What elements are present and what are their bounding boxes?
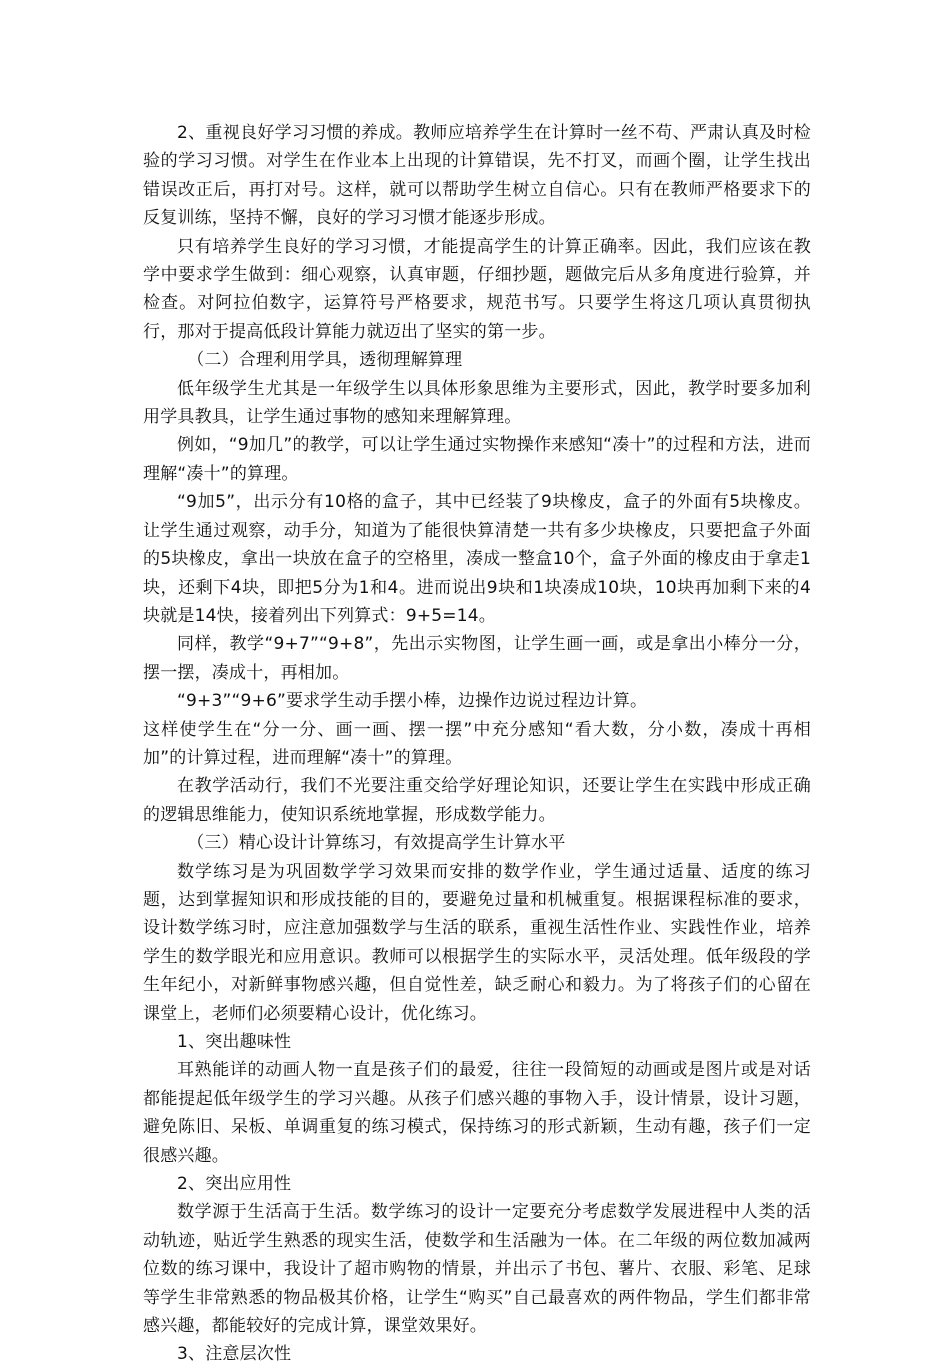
paragraph: 数学练习是为巩固数学学习效果而安排的数学作业，学生通过适量、适度的练习题，达到掌握知识和形成技能的目的，要避免过量和机械重复。根据课程标准的要求，设计数学练习时，应注意加强数学与生活的联系，重视生活性作业、实践性作业，培养学生的数学眼光和应用意识。教师可以根据学生的实际水平，灵活处理。低年级段的学生年纪小，对新鲜事物感兴趣，但自觉性差，缺乏耐心和毅力。为了将孩子们的心留在课堂上，老师们必须要精心设计，优化练习。 [143,861,811,1024]
paragraph: 同样，教学“9+7”“9+8”，先出示实物图，让学生画一画，或是拿出小棒分一分，摆一摆，凑成十，再相加。 [143,634,811,683]
paragraph: 耳熟能详的动画人物一直是孩子们的最爱，往往一段简短的动画或是图片或是对话都能提起低年级学生的学习兴趣。从孩子们感兴趣的事物入手，设计情景，设计习题，避免陈旧、呆板、单调重复的练习模式，保持练习的形式新颖，生动有趣，孩子们一定很感兴趣。 [143,1060,811,1166]
subheading: 1、突出趣味性 [177,1032,292,1052]
section-heading: （三）精心设计计算练习，有效提高学生计算水平 [187,833,566,854]
subheading: 3、注意层次性 [177,1344,292,1365]
paragraph: 只有培养学生良好的学习习惯，才能提高学生的计算正确率。因此，我们应该在教学中要求学生做到：细心观察，认真审题，仔细抄题，题做完后从多角度进行验算，并检查。对阿拉伯数字，运算符号严格要求，规范书写。只要学生将这几项认真贯彻执行，那对于提高低段计算能力就迈出了坚实的第一步。 [143,236,811,342]
paragraph: 在教学活动行，我们不光要注重交给学好理论知识，还要让学生在实践中形成正确的逻辑思维能力，使知识系统地掌握，形成数学能力。 [143,776,811,825]
document-body [143,119,811,1369]
paragraph: 这样使学生在“分一分、画一画、摆一摆”中充分感知“看大数，分小数，凑成十再相加”的计算过程，进而理解“凑十”的算理。 [143,719,811,768]
subheading: 2、突出应用性 [177,1174,292,1195]
paragraph: 2、重视良好学习习惯的养成。教师应培养学生在计算时一丝不苟、严肃认真及时检验的学习习惯。对学生在作业本上出现的计算错误，先不打叉，而画个圈，让学生找出错误改正后，再打对号。这样，就可以帮助学生树立自信心。只有在教师严格要求下的反复训练，坚持不懈，良好的学习习惯才能逐步形成。 [143,123,811,229]
paragraph: 例如，“9加几”的教学，可以让学生通过实物操作来感知“凑十”的过程和方法，进而理解“凑十”的算理。 [143,435,811,484]
paragraph: “9+3”“9+6”要求学生动手摆小棒，边操作边说过程边计算。 [177,691,648,712]
section-heading: （二）合理利用学具，透彻理解算理 [187,350,463,371]
paragraph: 低年级学生尤其是一年级学生以具体形象思维为主要形式，因此，教学时要多加利用学具教具，让学生通过事物的感知来理解算理。 [143,378,811,428]
paragraph: “9加5”，出示分有10格的盒子，其中已经装了9块橡皮，盒子的外面有5块橡皮。让学生通过观察，动手分，知道为了能很快算清楚一共有多少块橡皮，只要把盒子外面的5块橡皮，拿出一块放在盒子的空格里，凑成一整盒10个，盒子外面的橡皮由于拿走1块，还剩下4块，即把5分为1和4。进而说出9块和1块凑成10块，10块再加剩下来的4块就是14快，接着列出下列算式：9+5=14。 [143,492,811,626]
paragraph: 数学源于生活高于生活。数学练习的设计一定要充分考虑数学发展进程中人类的活动轨迹，贴近学生熟悉的现实生活，使数学和生活融为一体。在二年级的两位数加减两位数的练习课中，我设计了超市购物的情景，并出示了书包、薯片、衣服、彩笔、足球等学生非常熟悉的物品极其价格，让学生“购买”自己最喜欢的两件物品，学生们都非常感兴趣，都能较好的完成计算，课堂效果好。 [143,1202,811,1337]
